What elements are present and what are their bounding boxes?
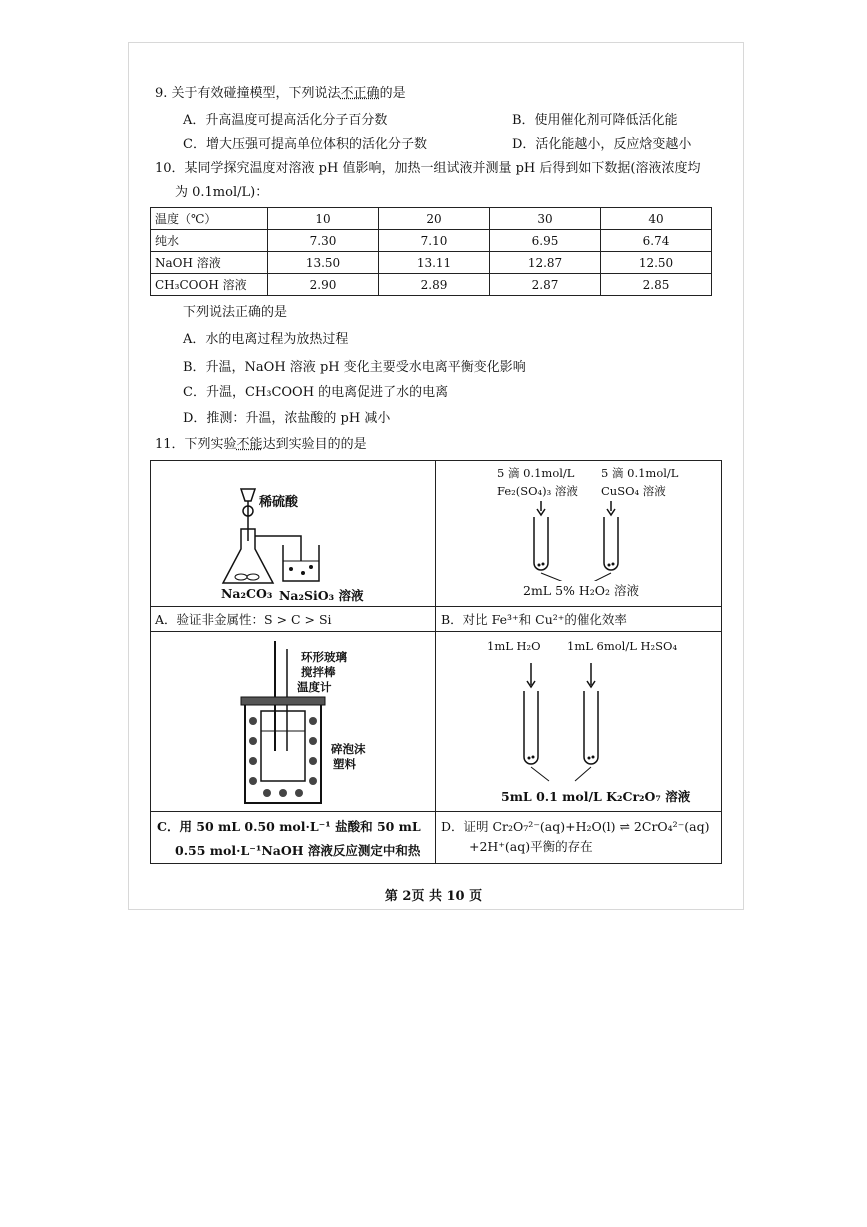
label-flask: Na₂CO₃ bbox=[221, 586, 273, 601]
table-cell: 6.74 bbox=[601, 230, 712, 252]
b-reagent1-line2: Fe₂(SO₄)₃ 溶液 bbox=[497, 484, 578, 498]
table-cell: 12.50 bbox=[601, 252, 712, 274]
caption-b: B．对比 Fe³⁺和 Cu²⁺的催化效率 bbox=[441, 612, 627, 627]
table-cell: 2.90 bbox=[268, 274, 379, 296]
table-header-cell: 温度（℃） bbox=[151, 208, 268, 230]
grid-divider-vertical bbox=[435, 461, 436, 863]
table-cell: 2.85 bbox=[601, 274, 712, 296]
table-cell: 13.11 bbox=[379, 252, 490, 274]
table-header-row bbox=[151, 208, 712, 230]
label-ring-glass: 环形玻璃 bbox=[301, 650, 347, 664]
table-header-cell: 30 bbox=[490, 208, 601, 230]
b-bottom-label: 2mL 5% H₂O₂ 溶液 bbox=[523, 583, 640, 598]
caption-c-line2: 0.55 mol·L⁻¹NaOH 溶液反应测定中和热 bbox=[175, 843, 421, 858]
table-cell: 7.10 bbox=[379, 230, 490, 252]
table-row bbox=[151, 274, 712, 296]
ph-data-table bbox=[150, 207, 712, 296]
q10-option-a: A．水的电离过程为放热过程 bbox=[183, 332, 349, 347]
table-cell: 12.87 bbox=[490, 252, 601, 274]
q9-option-a: A．升高温度可提高活化分子百分数 bbox=[183, 113, 388, 128]
q11-stem-emph: 不能 bbox=[236, 437, 263, 452]
q9-option-d: D．活化能越小，反应焓变越小 bbox=[512, 137, 692, 152]
q9-stem bbox=[155, 86, 406, 102]
table-cell: 13.50 bbox=[268, 252, 379, 274]
caption-d-line2: +2H⁺(aq)平衡的存在 bbox=[469, 839, 593, 854]
q11-stem bbox=[155, 437, 367, 453]
q9-stem-b: 的是 bbox=[379, 86, 406, 101]
page-footer: 第 2页 共 10 页 bbox=[384, 889, 483, 904]
apparatus-b-diagram bbox=[521, 501, 631, 581]
table-cell: 2.89 bbox=[379, 274, 490, 296]
caption-d-line1: D．证明 Cr₂O₇²⁻(aq)+H₂O(l) ⇌ 2CrO₄²⁻(aq) bbox=[441, 819, 710, 834]
caption-a: A．验证非金属性：S > C > Si bbox=[155, 612, 332, 627]
experiment-grid bbox=[150, 460, 722, 864]
label-beaker: Na₂SiO₃ 溶液 bbox=[279, 588, 364, 603]
q10-option-c: C．升温，CH₃COOH 的电离促进了水的电离 bbox=[183, 385, 449, 400]
table-row bbox=[151, 230, 712, 252]
q9-option-b: B．使用催化剂可降低活化能 bbox=[512, 113, 678, 128]
q11-stem-a: 11．下列实验 bbox=[155, 437, 237, 452]
grid-divider bbox=[151, 606, 721, 607]
label-stir-rod: 搅拌棒 bbox=[301, 665, 336, 679]
q10-stem-line1: 10．某同学探究温度对溶液 pH 值影响，加热一组试液并测量 pH 后得到如下数据(溶液浓度均 bbox=[155, 161, 701, 176]
caption-c-line1: C．用 50 mL 0.50 mol·L⁻¹ 盐酸和 50 mL bbox=[157, 819, 421, 834]
b-reagent1-line1: 5 滴 0.1mol/L bbox=[497, 466, 575, 480]
label-acid: 稀硫酸 bbox=[259, 495, 299, 510]
d-bottom-label: 5mL 0.1 mol/L K₂Cr₂O₇ 溶液 bbox=[501, 789, 691, 804]
q10-option-b: B．升温，NaOH 溶液 pH 变化主要受水电离平衡变化影响 bbox=[183, 360, 526, 375]
table-cell: 6.95 bbox=[490, 230, 601, 252]
b-reagent2-line2: CuSO₄ 溶液 bbox=[601, 484, 666, 498]
q9-stem-emph: 不正确 bbox=[340, 86, 380, 101]
d-reagent1: 1mL H₂O bbox=[487, 639, 541, 653]
table-header-cell: 20 bbox=[379, 208, 490, 230]
table-cell: 2.87 bbox=[490, 274, 601, 296]
table-cell: 7.30 bbox=[268, 230, 379, 252]
q11-stem-b: 达到实验目的的是 bbox=[262, 437, 367, 452]
grid-divider bbox=[151, 631, 721, 632]
b-reagent2-line1: 5 滴 0.1mol/L bbox=[601, 466, 679, 480]
table-header-cell: 10 bbox=[268, 208, 379, 230]
d-reagent2: 1mL 6mol/L H₂SO₄ bbox=[567, 639, 678, 653]
table-cell: NaOH 溶液 bbox=[151, 252, 268, 274]
q10-stem-line2: 为 0.1mol/L)： bbox=[175, 185, 269, 200]
q9-stem-a: 9. 关于有效碰撞模型，下列说法 bbox=[155, 86, 341, 101]
q10-option-d: D．推测：升温，浓盐酸的 pH 减小 bbox=[183, 411, 391, 426]
table-row bbox=[151, 252, 712, 274]
label-foam-2: 塑料 bbox=[333, 757, 356, 771]
table-cell: CH₃COOH 溶液 bbox=[151, 274, 268, 296]
q9-option-c: C．增大压强可提高单位体积的活化分子数 bbox=[183, 137, 427, 152]
label-foam-1: 碎泡沫 bbox=[331, 742, 366, 756]
grid-divider bbox=[151, 811, 721, 812]
apparatus-d-diagram bbox=[511, 657, 621, 787]
label-thermometer: 温度计 bbox=[297, 680, 332, 694]
q10-lead: 下列说法正确的是 bbox=[183, 305, 288, 320]
table-cell: 纯水 bbox=[151, 230, 268, 252]
table-header-cell: 40 bbox=[601, 208, 712, 230]
